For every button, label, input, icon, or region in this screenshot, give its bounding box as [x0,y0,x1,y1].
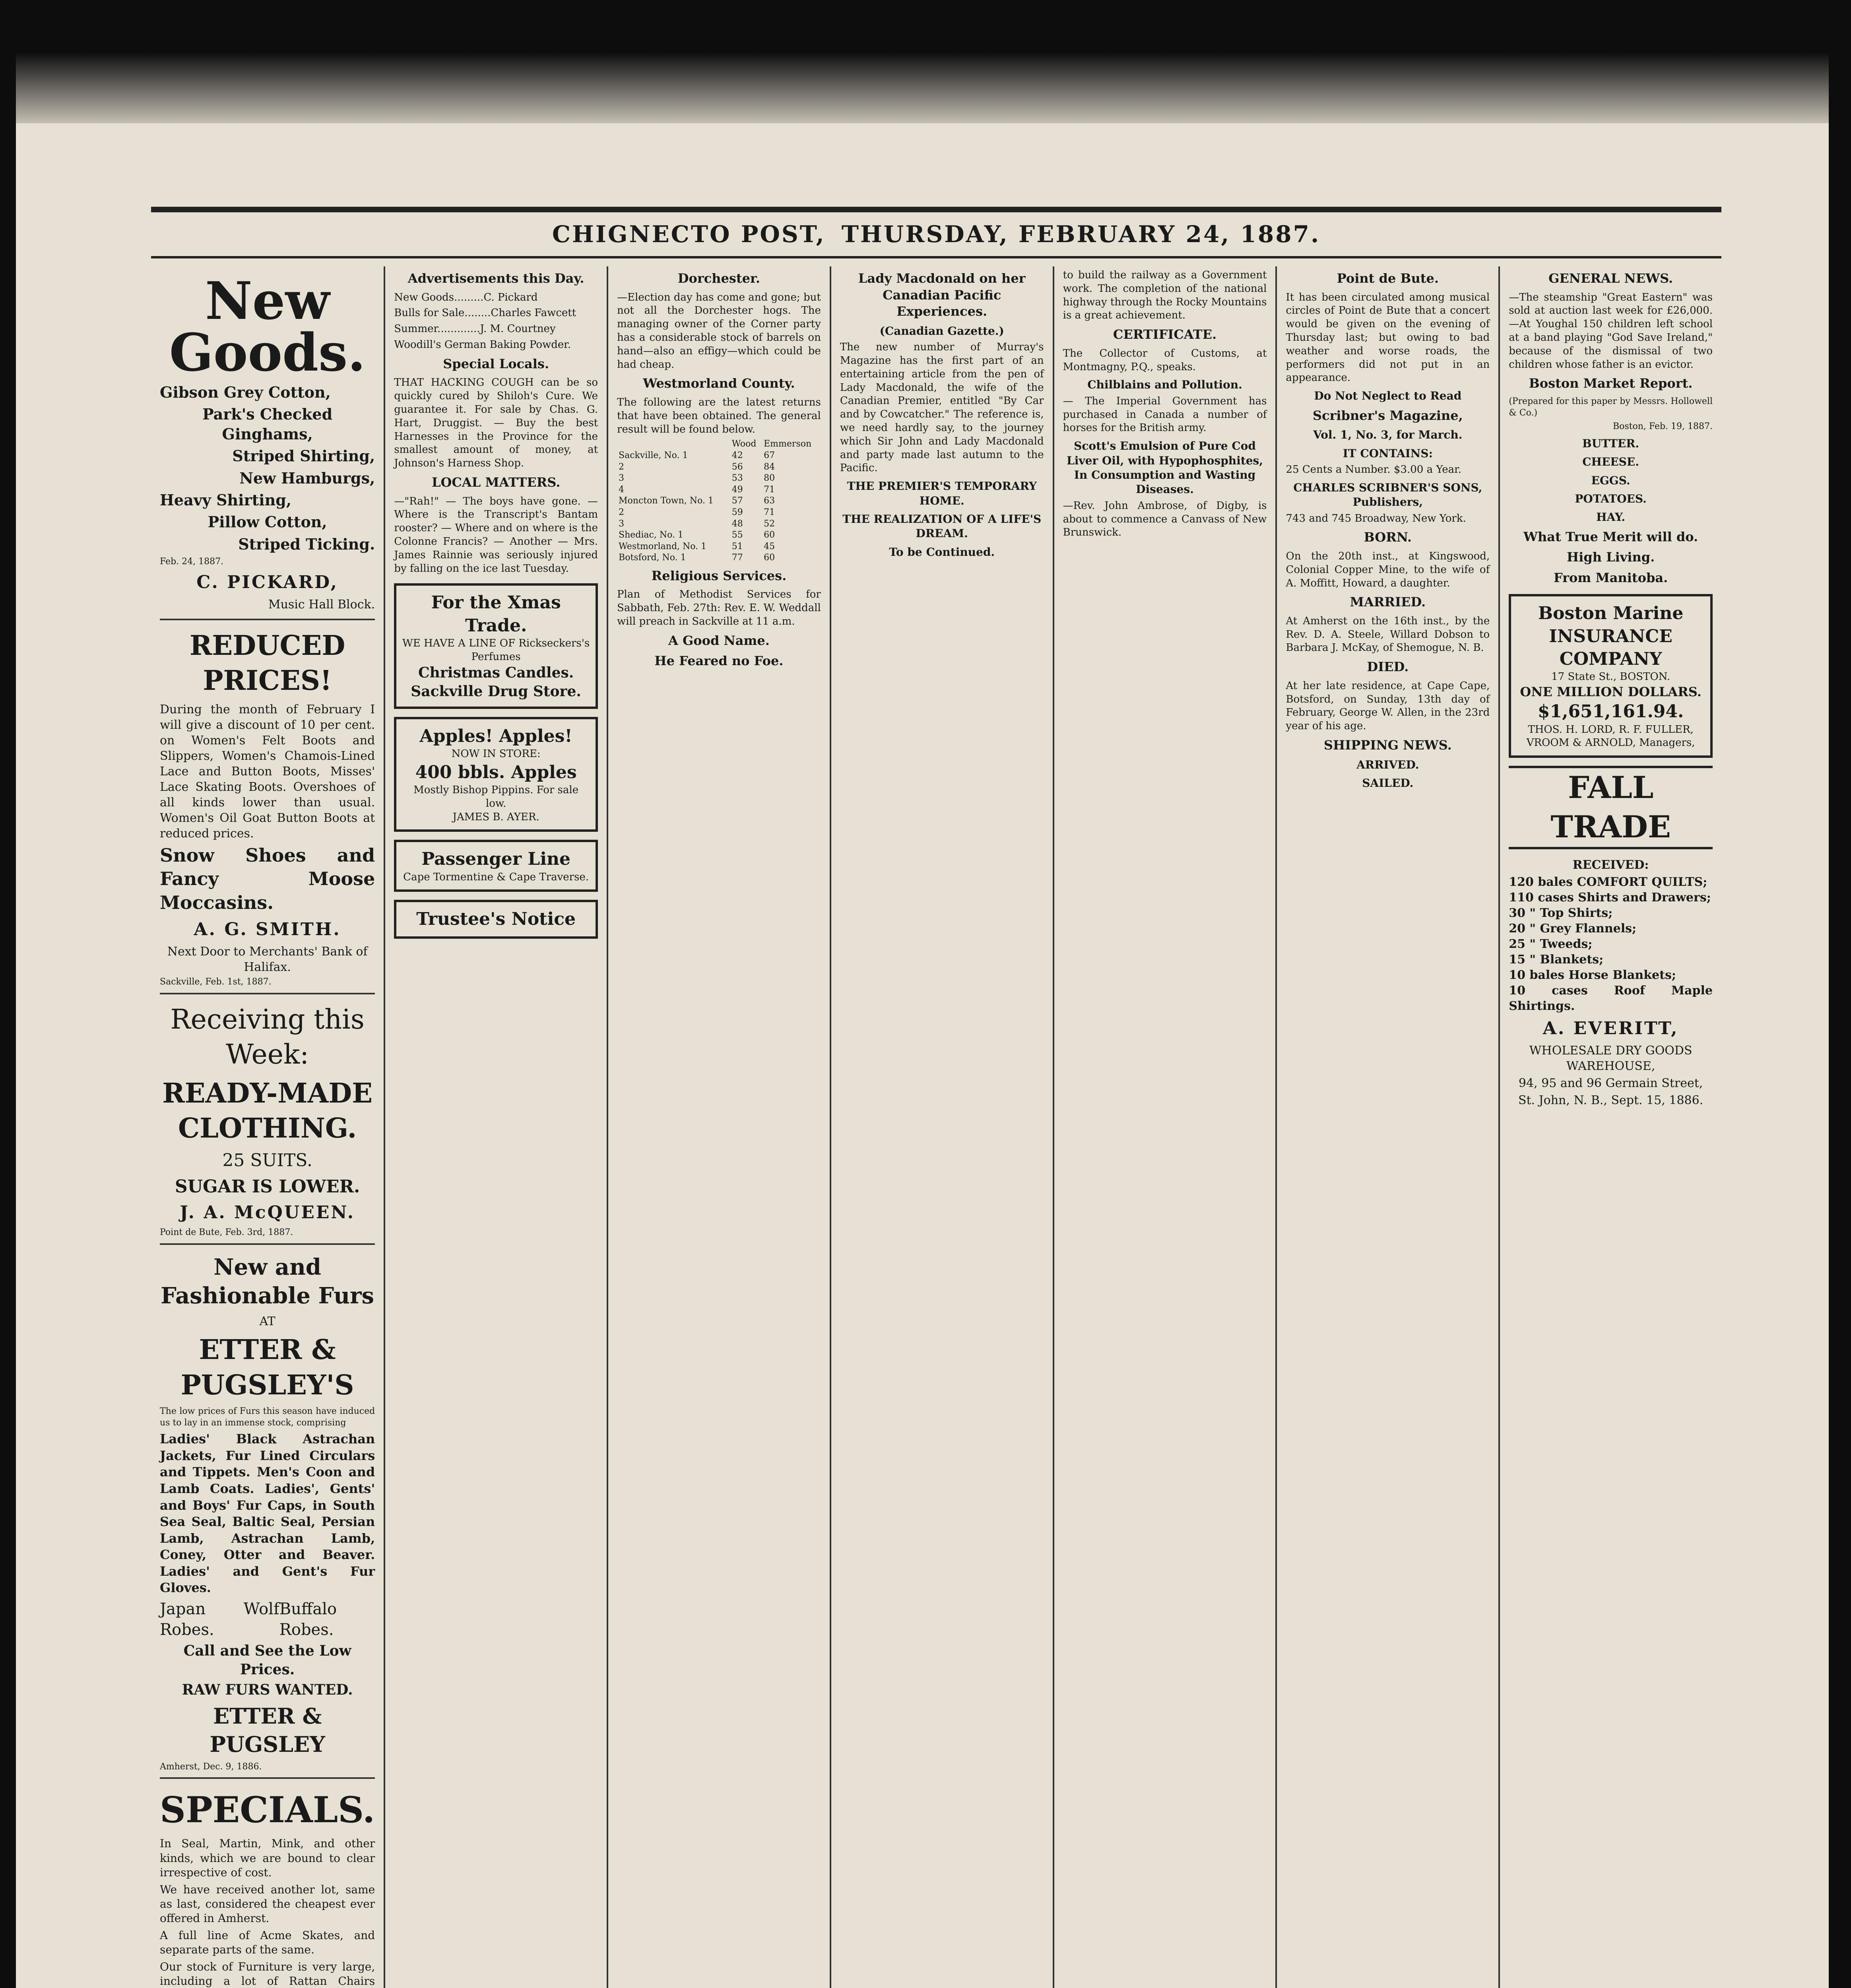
table-cell: 49 [731,484,743,495]
raw-furs: RAW FURS WANTED. [182,1681,353,1698]
new-goods-item: Heavy Shirting, [160,491,292,509]
specials-ad [160,1779,375,1988]
robes-row [160,1599,375,1640]
pickard-ad [160,266,375,620]
table-cell: 57 [731,496,743,506]
masthead [151,207,1721,258]
furs-items: Ladies' Black Astrachan Jackets, Fur Lined Circulars and Tippets. Men's Coon and Lamb Coats. Ladies', Gents' and Boys' Fur Caps, in South Sea Seal, Baltic Seal, Persian Lamb, Astrachan Lamb, Coney, Otter and Beaver. Ladies' and Gent's Fur Gloves. [160,1431,375,1596]
born-title: BORN. [1364,530,1412,545]
drug-store: Sackville Drug Store. [411,683,581,700]
temp-home: THE PREMIER'S TEMPORARY HOME. [847,480,1037,507]
realization: THE REALIZATION OF A LIFE'S DREAM. [842,512,1042,540]
publisher: CHARLES SCRIBNER'S SONS, Publishers, [1293,481,1482,509]
table-row [617,473,821,484]
table-row [617,541,821,553]
ayer-sig: JAMES B. AYER. [452,811,539,823]
true-merit: What True Merit will do. [1523,529,1698,544]
suits: 25 SUITS. [222,1150,312,1171]
table-cell: 2 [619,507,625,517]
trustee-ad [394,900,598,938]
table-cell: Westmorland, No. 1 [619,541,707,551]
insurance-agents: THOS. H. LORD, R. F. FULLER, [1528,723,1694,736]
reduced-prices-ad [160,620,375,994]
xmas-title: For the Xmas Trade. [431,592,561,636]
received-item: 15 " Blankets; [1509,952,1604,967]
buffalo-robes: Buffalo Robes. [279,1600,337,1639]
ad-date: Feb. 24, 1887. [160,557,224,567]
died-body: At her late residence, at Cape Cape, Botsford, on Sunday, 13th day of February, George W. Allen, in the 23rd year of his age. [1286,679,1490,732]
apples-kind: Mostly Bishop Pippins. For sale low. [413,784,579,810]
cheese: CHEESE. [1582,455,1639,469]
butter: BUTTER. [1582,437,1640,450]
table-cell: 56 [731,462,743,472]
received-item: 30 " Top Shirts; [1509,906,1613,920]
column-2 [385,266,608,1988]
passenger-title: Passenger Line [421,849,571,870]
insurance-assets: $1,651,161.94. [1537,701,1684,722]
everitt-addr: 94, 95 and 96 Germain Street, [1518,1076,1703,1090]
received-item: 10 cases Roof Maple Shirtings. [1509,983,1713,1013]
table-cell: 55 [731,530,743,540]
table-cell: 63 [764,496,775,506]
etter-title: ETTER & PUGSLEY [210,1703,325,1757]
table-header-row [617,439,821,450]
manitoba: From Manitoba. [1553,570,1668,585]
table-cell: 48 [731,518,743,529]
furs-body: The low prices of Furs this season have induced us to lay in an immense stock, comprising [160,1406,375,1428]
local-body: —"Rah!" — The boys have gone. — Where is the Transcript's Bantam rooster? — Where and on where is the Colonne Francis? — Another — Mrs. James Rainnie was seriously injured by falling on the ice last Tuesday. [394,495,598,575]
insurance-line1: Boston Marine [1538,603,1684,624]
table-cell: 42 [731,450,743,460]
new-goods-item: Park's Checked Ginghams, [202,405,333,443]
table-cell: 4 [619,484,625,495]
new-goods-item: Pillow Cotton, [208,513,327,531]
reduced-title: REDUCED PRICES! [189,629,345,697]
special-body: THAT HACKING COUGH can be so quickly cured by Shiloh's Cure. We guarantee it. For sale by Chas. G. Hart, Druggist. — Buy the best Harnesses in the Province for the smallest amount of money, at Johnson's Harness Shop. [394,377,598,470]
column-4 [831,266,1054,1988]
skates-text: A full line of Acme Skates, and separate parts of the same. [160,1928,375,1957]
general-title: GENERAL NEWS. [1548,271,1673,286]
insurance-line2: INSURANCE COMPANY [1549,626,1672,669]
table-cell: 60 [764,530,775,540]
married-body: At Amherst on the 16th inst., by the Rev. D. A. Steele, Willard Dobson to Barbara J. McKay, of Shemogue, N. B. [1286,615,1490,654]
table-row [617,518,821,530]
table-header: Emmerson [764,439,812,449]
table-row [617,450,821,462]
furniture-text: Our stock of Furniture is very large, including a lot of Rattan Chairs [160,1960,375,1988]
scott-emulsion: Scott's Emulsion of Pure Cod Liver Oil, with Hypophosphites, In Consumption and Wasting Diseases. [1067,439,1263,496]
adv-item: Woodill's German Baking Powder. [394,338,571,351]
insurance-managers: VROOM & ARNOLD, Managers, [1526,737,1695,749]
wolf-robes: Japan Wolf Robes. [160,1600,279,1639]
special-locals: Special Locals. [443,356,549,371]
table-cell: 3 [619,518,625,529]
scribners-contents: IT CONTAINS: [1343,447,1433,460]
certificate-title: CERTIFICATE. [1113,327,1217,342]
westmorland-title: Westmorland County. [643,376,795,391]
table-cell: 53 [731,473,743,483]
adv-item: Summer.............J. M. Courtney [394,323,556,335]
table-row [617,552,821,564]
new-goods-item: New Hamburgs, [239,469,375,487]
insurance-addr: 17 State St., BOSTON. [1551,671,1671,683]
table-row [617,495,821,507]
died-title: DIED. [1367,659,1409,675]
boston-date: Boston, Feb. 19, 1887. [1612,421,1713,432]
received-item: 110 cases Shirts and Drawers; [1509,890,1711,905]
ad-date: Sackville, Feb. 1st, 1887. [160,977,272,987]
apples-sub: NOW IN STORE: [451,748,541,760]
received-list [1509,874,1713,1014]
apples-ad [394,717,598,832]
merchant-name: C. PICKARD, [196,572,338,592]
xmas-ad [394,583,598,709]
furs-ad [160,1245,375,1779]
merchant-name: J. A. McQUEEN. [180,1202,355,1223]
election-table [617,439,821,564]
merchant-place: Next Door to Merchants' Bank of Halifax. [167,945,368,975]
religious-body: Plan of Methodist Services for Sabbath, Feb. 27th: Rev. E. W. Weddall will preach in Sackville at 11 a.m. [617,588,821,628]
table-cell: 77 [731,553,743,563]
local-matters: LOCAL MATTERS. [431,474,561,490]
table-cell: 71 [764,484,775,495]
westmorland-body: The following are the latest returns that have been obtained. The general result will be found below. [617,396,821,435]
table-cell: 51 [731,541,743,551]
column-7 [1500,266,1721,1988]
trustee-title: Trustee's Notice [416,909,576,930]
table-cell: Botsford, No. 1 [619,553,686,563]
reduced-body: During the month of February I will give a discount of 10 per cent. on Women's Felt Boots and Slippers, Women's Chamois-Lined Lace and Button Boots, Misses' Lace Skating Boots. Overshoes of all kinds lower than usual. Women's Oil Goat Button Boots at reduced prices. [160,702,375,841]
insurance-ad [1509,594,1713,758]
new-goods-item: Gibson Grey Cotton, [160,383,331,401]
new-goods-item: Striped Ticking. [238,535,375,553]
merchant-name: A. G. SMITH. [194,919,341,940]
received: RECEIVED: [1572,858,1649,872]
received-item: 25 " Tweeds; [1509,937,1593,951]
torn-top-edge [16,0,1829,131]
adv-item: Bulls for Sale........Charles Fawcett [394,307,576,319]
lamps-text: We have received another lot, same as last, considered the cheapest ever offered in Amherst. [160,1883,375,1925]
born-body: On the 20th inst., at Kingswood, Colonial Copper Mine, to the wife of A. Moffitt, Howard, a daughter. [1286,550,1490,589]
table-row [617,462,821,473]
shipping-title: SHIPPING NEWS. [1323,738,1452,753]
furs-title: New and Fashionable Furs [161,1254,374,1309]
table-cell: 2 [619,462,625,472]
boston-title: Boston Market Report. [1529,376,1693,391]
new-goods-item: Striped Shirting, [232,447,375,465]
dorchester-title: Dorchester. [677,271,761,286]
scribners-title: Scribner's Magazine, [1312,408,1463,423]
scribners-vol: Vol. 1, No. 3, for March. [1313,428,1463,442]
table-cell: 60 [764,553,775,563]
receiving: Receiving this Week: [170,1004,365,1071]
table-cell: 45 [764,541,775,551]
high-living: High Living. [1566,549,1655,565]
pdb-body: It has been circulated among musical circles of Point de Bute that a concert would be given on the evening of Thursday last; but owing to bad weather and worse roads, the performers did not put in an appearance. [1286,291,1490,384]
feared-title: He Feared no Foe. [654,653,784,669]
table-row [617,530,821,541]
adv-item: New Goods.........C. Pickard [394,291,538,303]
sugar: SUGAR IS LOWER. [175,1176,360,1197]
column-1 [151,266,385,1988]
imperial: — The Imperial Government has purchased in Canada a number of horses for the British army. [1063,395,1267,434]
issue-date: THURSDAY, FEBRUARY 24, 1887. [841,221,1321,248]
muffs-text: In Seal, Martin, Mink, and other kinds, which we are bound to clear irrespective of cost. [160,1837,375,1879]
specials-title: SPECIALS. [160,1789,375,1831]
everitt-date: St. John, N. B., Sept. 15, 1886. [1518,1093,1704,1107]
table-cell: 67 [764,450,775,460]
call-see: Call and See the Low Prices. [183,1642,351,1678]
table-cell: Sackville, No. 1 [619,450,688,460]
married-title: MARRIED. [1350,594,1426,610]
ad-date: Amherst, Dec. 9, 1886. [160,1761,262,1772]
table-cell: Shediac, No. 1 [619,530,683,540]
ad-date: Point de Bute, Feb. 3rd, 1887. [160,1227,293,1237]
ambrose: —Rev. John Ambrose, of Digby, is about to commence a Canvass of New Brunswick. [1063,499,1267,539]
received-item: 20 " Grey Flannels; [1509,921,1637,936]
just-ready: Do Not Neglect to Read [1314,389,1462,403]
general-body: —The steamship "Great Eastern" was sold at auction last week for £26,000. —At Youghal 150 children left school at a band playing "God Save Ireland," because of the dismissal of two children whose father is an evictor. [1509,291,1713,371]
mcqueen-ad [160,994,375,1245]
to-be-continued: To be Continued. [889,545,995,559]
table-row [617,484,821,496]
eggs: EGGS. [1591,474,1630,487]
certificate-body: The Collector of Customs, at Montmagny, P.Q., speaks. [1063,347,1267,373]
received-item: 10 bales Horse Blankets; [1509,968,1676,982]
apples-title: Apples! Apples! [419,726,572,746]
hay: HAY. [1596,511,1626,524]
col5-body: to build the railway as a Government work. The completion of the national highway through the Rocky Mountains is a great achievement. [1063,269,1267,322]
table-cell: 80 [764,473,775,483]
furs-at: AT [259,1314,276,1329]
boston-sub: (Prepared for this paper by Messrs. Hollowell & Co.) [1509,396,1713,418]
table-row [617,507,821,518]
column-3 [608,266,831,1988]
received-item: 120 bales COMFORT QUILTS; [1509,875,1707,889]
passenger-sub: Cape Tormentine & Cape Traverse. [403,871,589,883]
paper-name: CHIGNECTO POST, [552,221,826,248]
merchant-place: Music Hall Block. [268,597,375,612]
good-name-title: A Good Name. [668,633,770,648]
table-cell: 71 [764,507,775,517]
dorchester-body: —Election day has come and gone; but not all the Dorchester hogs. The managing owner of the Corner party has a considerable stock of barrels on hand—also an effigy—which could be had cheap. [617,291,821,371]
column-6 [1277,266,1500,1988]
chilblains: Chilblains and Pollution. [1087,378,1242,392]
passenger-ad [394,840,598,892]
table-cell: 52 [764,518,775,529]
table-cell: 84 [764,462,775,472]
table-header [617,439,730,450]
lady-body: The new number of Murray's Magazine has the first part of an entertaining article from the pen of Lady Macdonald, the wife of the Canadian Premier, entitled "By Car and by Cowcatcher." The reference is, we need hardly say, to the journey which Sir John and Lady Macdonald and party made last autumn to the Pacific. [840,341,1044,474]
everitt-sub: WHOLESALE DRY GOODS WAREHOUSE, [1529,1044,1692,1073]
adv-title: Advertisements this Day. [407,271,584,286]
insurance-capital: ONE MILLION DOLLARS. [1520,684,1702,699]
snowshoes: Snow Shoes and Fancy Moose Moccasins. [160,844,375,914]
lady-source: (Canadian Gazette.) [879,324,1004,338]
table-header: Wood [731,439,757,449]
column-5 [1054,266,1277,1988]
table-cell: 3 [619,473,625,483]
lady-title: Lady Macdonald on her Canadian Pacific Experiences. [858,271,1026,319]
potatoes: POTATOES. [1575,492,1647,505]
etter-title: ETTER & PUGSLEY'S [180,1334,354,1401]
fall-trade-title: FALL TRADE [1509,766,1713,849]
arrived: ARRIVED. [1356,758,1419,771]
new-goods-title: New Goods. [169,270,366,383]
sailed: SAILED. [1362,777,1414,790]
columns [151,266,1721,1988]
everitt-name: A. EVERITT, [1542,1018,1679,1039]
table-cell: 59 [731,507,743,517]
pdb-title: Point de Bute. [1337,271,1439,286]
apples-qty: 400 bbls. Apples [415,762,577,782]
publisher-addr: 743 and 745 Broadway, New York. [1286,512,1466,524]
religious-title: Religious Services. [651,568,787,583]
scribners-price: 25 Cents a Number. $3.00 a Year. [1286,463,1461,476]
table-cell: Moncton Town, No. 1 [619,496,714,506]
xmas-candles: Christmas Candles. [418,664,574,681]
xmas-body: WE HAVE A LINE OF Rickseckers's Perfumes [402,637,590,663]
clothing: READY-MADE CLOTHING. [162,1077,373,1145]
